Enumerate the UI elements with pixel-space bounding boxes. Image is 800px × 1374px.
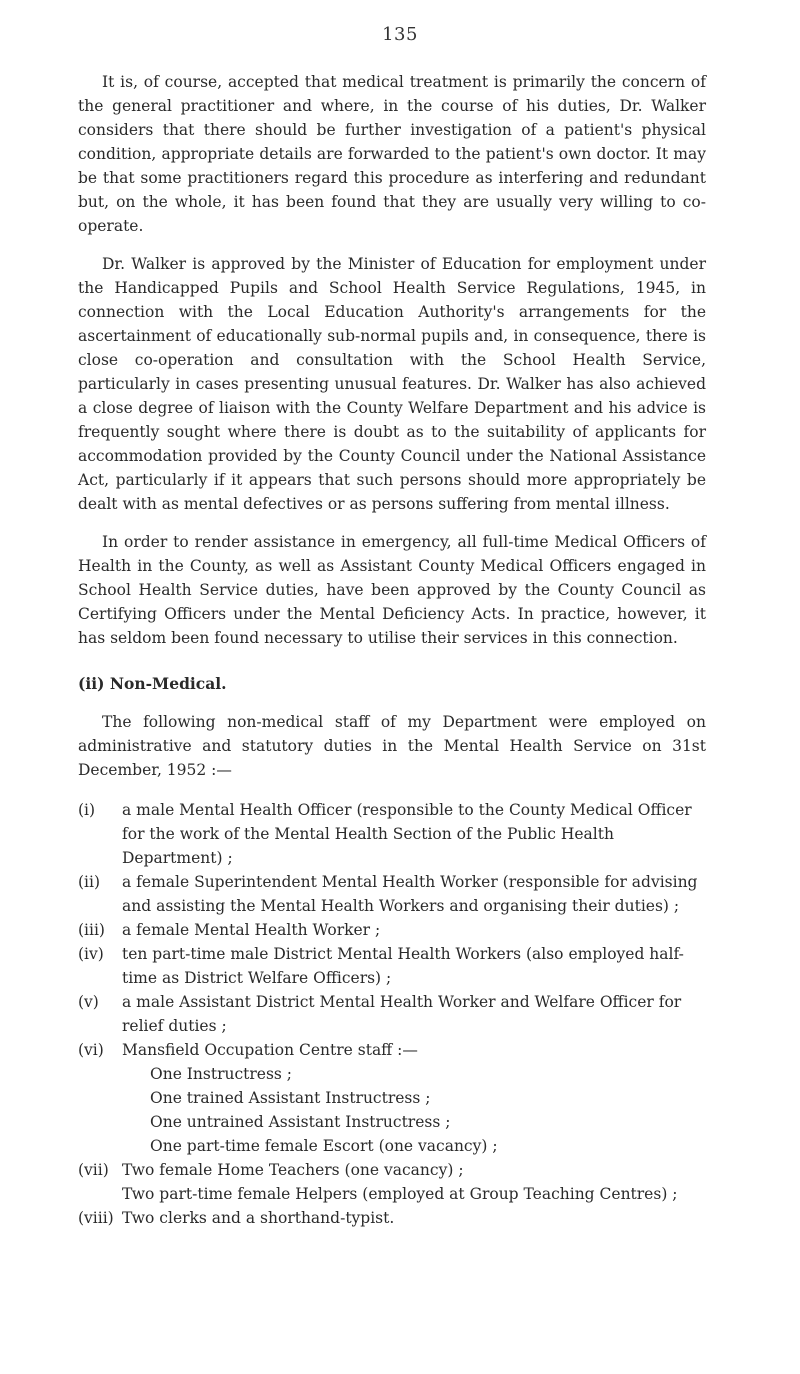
list-item-text — [122, 1158, 706, 1206]
list-item — [78, 990, 706, 1038]
list-item-number: (ii) — [78, 873, 101, 891]
list-item-text: a female Superintendent Mental Health Worker (responsible for advising and assisting the Mental Health Workers and organising their duties) ; — [122, 873, 698, 915]
list-item — [78, 1206, 706, 1230]
list-item-text — [122, 1038, 706, 1158]
occupation-centre-staff-line: One untrained Assistant Instructress ; — [150, 1113, 451, 1131]
list-item — [78, 918, 706, 942]
paragraph-dr-walker-approval: Dr. Walker is approved by the Minister of Education for employment under the Handicapped Pupils and School Health Service Regulations, 1945, in connection with the Local Education Authority's arrangements for the ascertainment of educationally sub-normal pupils and, in consequence, there is close co-operation and consultation with the School Health Service, particularly in cases presenting unusual features. Dr. Walker has also achieved a close degree of liaison with the County Welfare Department and his advice is frequently sought where there is doubt as to the suitability of applicants for accommodation provided by the County Council under the National Assistance Act, particularly if it appears that such persons should more appropriately be dealt with as mental defectives or as persons suffering from mental illness. — [78, 255, 706, 513]
home-teachers-line: Two female Home Teachers (one vacancy) ; — [122, 1161, 464, 1179]
occupation-centre-heading: Mansfield Occupation Centre staff :— — [122, 1041, 418, 1059]
list-item — [78, 942, 706, 990]
list-item-text: a male Mental Health Officer (responsible to the County Medical Officer for the work of the Mental Health Section of the Public Health Department) ; — [122, 801, 692, 867]
list-item — [78, 798, 706, 870]
list-item — [78, 870, 706, 918]
list-item — [78, 1038, 706, 1158]
list-item-number: (vi) — [78, 1041, 104, 1059]
list-item-number: (vii) — [78, 1161, 109, 1179]
list-item-number: (i) — [78, 801, 96, 819]
paragraph-medical-treatment: It is, of course, accepted that medical treatment is primarily the concern of the general practitioner and where, in the course of his duties, Dr. Walker considers that there should be further investigation of a patient's physical condition, appropriate details are forwarded to the patient's own doctor. It may be that some practitioners regard this procedure as interfering and redundant but, on the whole, it has been found that they are usually very willing to co-operate. — [78, 73, 706, 235]
staff-list — [78, 798, 706, 1230]
paragraph-non-medical-intro: The following non-medical staff of my Department were employed on administrative and statutory duties in the Mental Health Service on 31st December, 1952 :— — [78, 713, 706, 779]
page-body — [78, 70, 706, 1230]
list-item-number: (iv) — [78, 945, 104, 963]
list-item — [78, 1158, 706, 1206]
occupation-centre-staff-line: One Instructress ; — [150, 1065, 293, 1083]
occupation-centre-staff-line: One trained Assistant Instructress ; — [150, 1089, 431, 1107]
list-item-number: (viii) — [78, 1209, 114, 1227]
part-time-helpers-line: Two part-time female Helpers (employed at Group Teaching Centres) ; — [122, 1185, 678, 1203]
list-item-number: (iii) — [78, 921, 105, 939]
paragraph-certifying-officers: In order to render assistance in emergency, all full-time Medical Officers of Health in the County, as well as Assistant County Medical Officers engaged in School Health Service duties, have been approved by the County Council as Certifying Officers under the Mental Deficiency Acts. In practice, however, it has seldom been found necessary to utilise their services in this connection. — [78, 533, 706, 647]
list-item-text: Two clerks and a shorthand-typist. — [122, 1209, 395, 1227]
section-heading-non-medical: (ii) Non-Medical. — [78, 674, 227, 693]
list-item-text: a male Assistant District Mental Health Worker and Welfare Officer for relief duties ; — [122, 993, 682, 1035]
list-item-text: a female Mental Health Worker ; — [122, 921, 381, 939]
occupation-centre-staff-line: One part-time female Escort (one vacancy) ; — [150, 1137, 498, 1155]
list-item-text: ten part-time male District Mental Health Workers (also employed half-time as District Welfare Officers) ; — [122, 945, 684, 987]
list-item-number: (v) — [78, 993, 99, 1011]
page-number: 135 — [382, 24, 418, 45]
